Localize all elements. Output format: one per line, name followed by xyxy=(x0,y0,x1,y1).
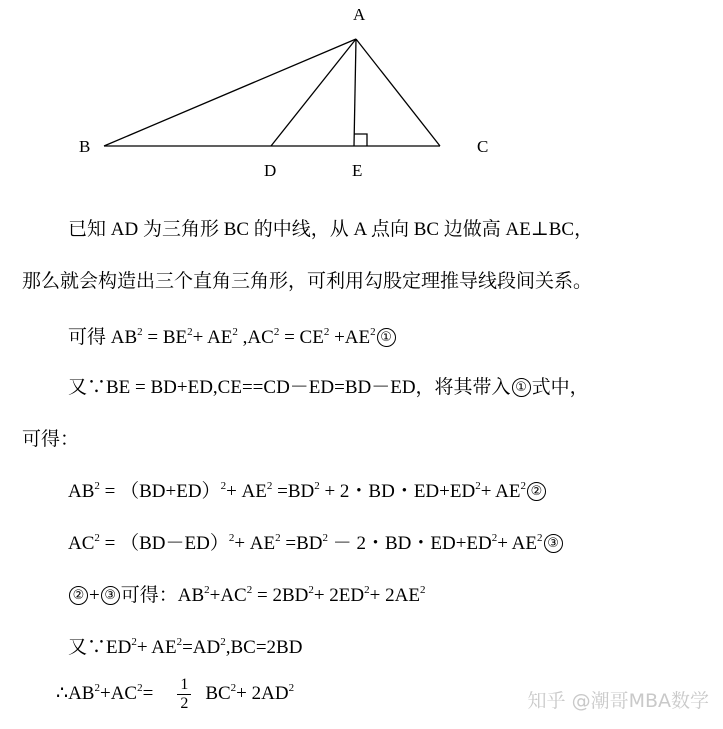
equation-1-line: 可得 $AB^2 = BE^2+ AE^2$ $,AC^2 = CE^2 +AE^2$ ① xyxy=(68,322,397,349)
segment-BA xyxy=(104,39,356,146)
equation-2-line: $AB^2 = (BD+ED)^2+ AE^2 =BD^2 + 2$・BD・$ED+ED^2+ AE^2$ ② xyxy=(68,476,547,503)
median-AD xyxy=(271,39,356,146)
circled-number-1: ① xyxy=(377,328,396,347)
paragraph-line-1: 已知 AD 为三角形 BC 的中线，从 A 点向 BC 边做高 AE⊥BC， xyxy=(68,219,594,240)
circled-number-3: ③ xyxy=(544,534,563,553)
label-E: E xyxy=(352,161,363,180)
triangle-figure xyxy=(0,0,723,190)
label-C: C xyxy=(477,137,489,156)
sum-line: ② + ③ 可得：$AB^2+AC^2 = 2BD^2+ 2ED^2+ 2AE^2$ xyxy=(68,580,425,607)
label-B: B xyxy=(79,137,91,156)
circled-number-3: ③ xyxy=(101,586,120,605)
substitution-line: 又∵BE = BD+ED,CE==CD－ED=BD－ED，将其带入 ① 式中， xyxy=(68,377,589,398)
paragraph-line-2: 那么就会构造出三个直角三角形，可利用勾股定理推导线段间关系。 xyxy=(22,271,593,292)
watermark: 知乎 @潮哥MBA数学 xyxy=(527,690,709,712)
conclusion-line: $\therefore AB^2+AC^2=$ $\frac{1}{2}$ $BC^2+ 2AD^2$ xyxy=(56,676,295,712)
given-line: 又$\because ED^2+ AE^2=AD^2,BC=2BD$ xyxy=(68,636,303,658)
equation-3-line: $AC^2 = (BD-ED)^2+ AE^2 =BD^2 - 2$・BD・$ED+ED^2+ AE^2$ ③ xyxy=(68,528,564,555)
circled-number-1: ① xyxy=(512,378,531,397)
label-D: D xyxy=(264,161,277,180)
fraction-one-half: $\frac{1}{2}$ xyxy=(177,676,191,713)
circled-number-2: ② xyxy=(527,482,546,501)
altitude-AE xyxy=(354,39,356,146)
segment-AC xyxy=(356,39,440,146)
right-angle-mark xyxy=(354,134,367,146)
circled-number-2: ② xyxy=(69,586,88,605)
label-A: A xyxy=(353,5,366,24)
result-label-line: 可得： xyxy=(22,429,80,450)
